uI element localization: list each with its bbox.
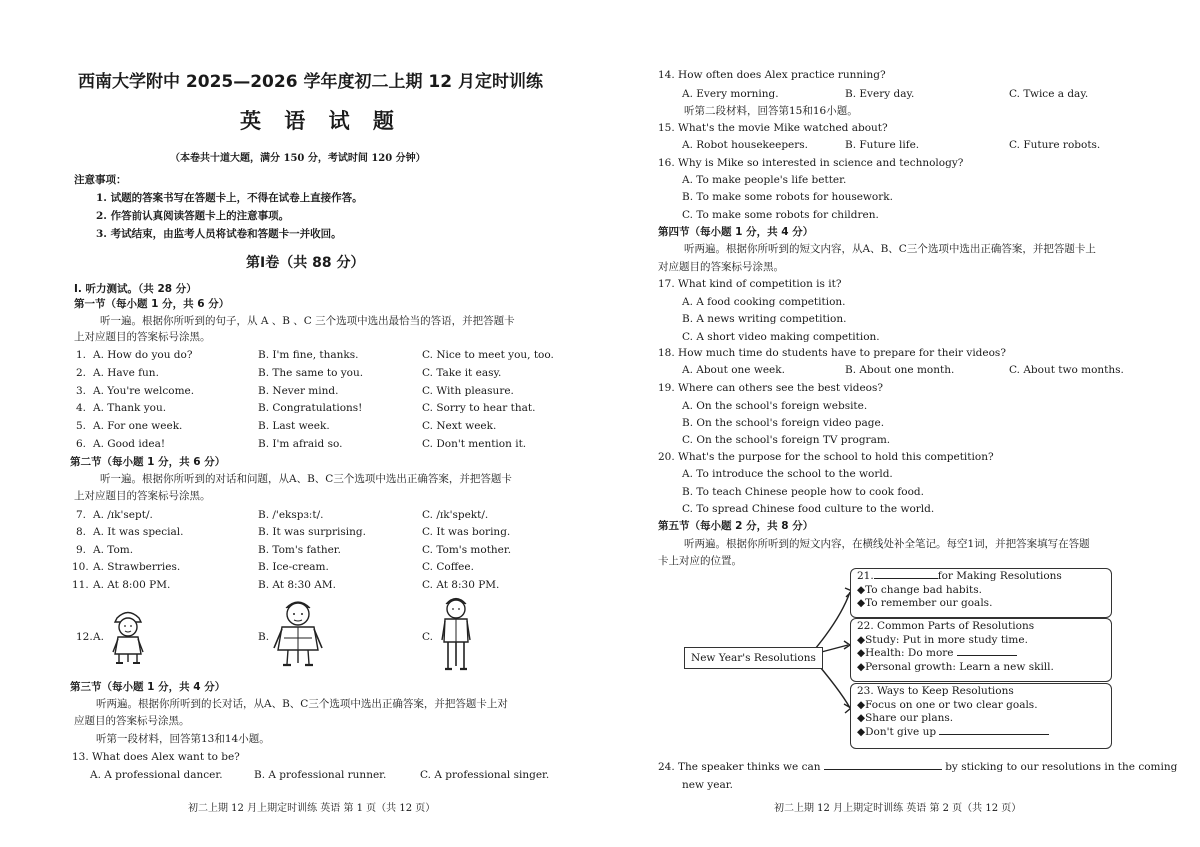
section4-instruction: 听两遍。根据你所听到的短文内容，从A、B、C三个选项中选出正确答案，并把答题卡上 bbox=[684, 243, 1096, 255]
option-a: A. Good idea! bbox=[93, 438, 166, 450]
option-c: C. A professional singer. bbox=[420, 769, 550, 781]
option-b: B. Ice-cream. bbox=[258, 561, 329, 573]
box-22-item-text: ◆Health: Do more bbox=[857, 647, 954, 659]
section2-instruction: 听一遍。根据你所听到的对话和问题，从A、B、C三个选项中选出正确答案，并把答题卡 bbox=[100, 473, 512, 485]
section1-instruction-cont: 上对应题目的答案标号涂黑。 bbox=[74, 331, 211, 343]
option-a: A. A food cooking competition. bbox=[682, 296, 846, 308]
question-24-end: new year. bbox=[682, 779, 733, 791]
section4-instruction-cont: 对应题目的答案标号涂黑。 bbox=[658, 261, 784, 273]
option-a: A. Robot housekeepers. bbox=[682, 139, 809, 151]
question-number: 6. bbox=[76, 438, 87, 450]
option-a: A. How do you do? bbox=[93, 349, 193, 361]
section2-instruction-cont: 上对应题目的答案标号涂黑。 bbox=[74, 490, 211, 502]
option-b: B. On the school's foreign video page. bbox=[682, 417, 885, 429]
box-22-title: 22. Common Parts of Resolutions bbox=[857, 620, 1035, 632]
tall-child-figure bbox=[438, 594, 474, 674]
option-a: A. On the school's foreign website. bbox=[682, 400, 868, 412]
option-b: B. Future life. bbox=[845, 139, 920, 151]
option-b: B. I'm fine, thanks. bbox=[258, 349, 359, 361]
option-a: A. You're welcome. bbox=[93, 385, 195, 397]
option-a: A. To make people's life better. bbox=[682, 174, 847, 186]
question-24-line bbox=[658, 760, 1177, 774]
section3-material-note: 听第一段材料，回答第13和14小题。 bbox=[96, 733, 270, 745]
option-a: A. bbox=[93, 631, 104, 643]
box-21-item: ◆To remember our goals. bbox=[857, 597, 993, 609]
question-18-stem: 18. How much time do students have to prepare for their videos? bbox=[658, 347, 1006, 359]
option-c: C. A short video making competition. bbox=[682, 331, 880, 343]
box-23-title: 23. Ways to Keep Resolutions bbox=[857, 685, 1014, 697]
option-c: C. Don't mention it. bbox=[422, 438, 527, 450]
option-a: A. To introduce the school to the world. bbox=[682, 468, 893, 480]
question-14-stem: 14. How often does Alex practice running? bbox=[658, 69, 886, 81]
section1-title: 第一节（每小题 1 分，共 6 分） bbox=[74, 298, 230, 310]
section3-instruction: 听两遍。根据你所听到的长对话，从A、B、C三个选项中选出正确答案，并把答题卡上对 bbox=[96, 698, 508, 710]
option-b: B. Never mind. bbox=[258, 385, 339, 397]
box-22-item bbox=[857, 647, 1105, 661]
option-b: B. Last week. bbox=[258, 420, 330, 432]
option-a: A. /ɪk'sept/. bbox=[93, 509, 153, 521]
option-a: A. At 8:00 PM. bbox=[93, 579, 171, 591]
box-23-item: ◆Share our plans. bbox=[857, 712, 954, 724]
option-b: B. About one month. bbox=[845, 364, 955, 376]
box-23-item: ◆Focus on one or two clear goals. bbox=[857, 698, 1038, 711]
box-23-item bbox=[857, 726, 1105, 740]
option-a: A. A professional dancer. bbox=[90, 769, 223, 781]
section5-instruction-cont: 卡上对应的位置。 bbox=[658, 555, 742, 567]
option-c: C. Nice to meet you, too. bbox=[422, 349, 554, 361]
option-b: B. A professional runner. bbox=[254, 769, 387, 781]
listening-title: I. 听力测试。（共 28 分） bbox=[74, 283, 197, 295]
box-21-title-rest: for Making Resolutions bbox=[937, 570, 1062, 582]
option-c: C. On the school's foreign TV program. bbox=[682, 434, 891, 446]
option-b: B. To teach Chinese people how to cook food. bbox=[682, 486, 924, 498]
option-c: C. Future robots. bbox=[1009, 139, 1101, 151]
option-c: C. Sorry to hear that. bbox=[422, 402, 536, 414]
mindmap-box-23 bbox=[850, 683, 1112, 749]
question-number: 11. bbox=[72, 579, 89, 591]
option-b: B. bbox=[258, 631, 270, 643]
question-24-stem-cont: by sticking to our resolutions in the coming bbox=[945, 761, 1178, 773]
subject-title: 英 语 试 题 bbox=[240, 109, 402, 133]
notice-1: 1. 试题的答案书写在答题卡上，不得在试卷上直接作答。 bbox=[96, 192, 363, 204]
answer-blank-21[interactable] bbox=[874, 578, 938, 579]
option-c: C. It was boring. bbox=[422, 526, 511, 538]
box-21-number: 21. bbox=[857, 570, 874, 582]
notice-3: 3. 考试结束，由监考人员将试卷和答题卡一并收回。 bbox=[96, 228, 342, 240]
box-23-item-text: ◆Don't give up bbox=[857, 725, 937, 738]
part-title: 第Ⅰ卷（共 88 分） bbox=[246, 255, 365, 271]
option-b: B. To make some robots for housework. bbox=[682, 191, 893, 203]
option-a: A. Tom. bbox=[93, 544, 134, 556]
option-c: C. About two months. bbox=[1009, 364, 1124, 376]
child-with-cap-figure bbox=[108, 604, 148, 666]
option-a: A. For one week. bbox=[93, 420, 183, 432]
question-number: 2. bbox=[76, 367, 87, 379]
question-number: 3. bbox=[76, 385, 87, 397]
section4-title: 第四节（每小题 1 分，共 4 分） bbox=[658, 226, 814, 238]
page-footer: 初二上期 12 月上期定时训练 英语 第 1 页（共 12 页） bbox=[188, 803, 436, 814]
option-c: C. To make some robots for children. bbox=[682, 209, 879, 221]
option-c: C. /ɪk'spekt/. bbox=[422, 509, 489, 521]
option-c: C. bbox=[422, 631, 433, 643]
question-16-stem: 16. Why is Mike so interested in science and technology? bbox=[658, 157, 964, 169]
question-24-stem: 24. The speaker thinks we can bbox=[658, 761, 821, 773]
option-a: A. About one week. bbox=[682, 364, 785, 376]
option-b: B. It was surprising. bbox=[258, 526, 366, 538]
question-15-stem: 15. What's the movie Mike watched about? bbox=[658, 122, 888, 134]
option-c: C. Tom's mother. bbox=[422, 544, 512, 556]
option-b: B. I'm afraid so. bbox=[258, 438, 343, 450]
option-c: C. Coffee. bbox=[422, 561, 474, 573]
mindmap-box-22 bbox=[850, 618, 1112, 682]
question-13-stem: 13. What does Alex want to be? bbox=[72, 751, 240, 763]
option-c: C. Twice a day. bbox=[1009, 88, 1089, 100]
question-number: 5. bbox=[76, 420, 87, 432]
section5-instruction: 听两遍。根据你所听到的短文内容，在横线处补全笔记。每空1词，并把答案填写在答题 bbox=[684, 538, 1090, 550]
question-number: 8. bbox=[76, 526, 87, 538]
option-c: C. With pleasure. bbox=[422, 385, 514, 397]
option-a: A. Every morning. bbox=[682, 88, 779, 100]
page-footer: 初二上期 12 月上期定时训练 英语 第 2 页（共 12 页） bbox=[774, 803, 1022, 814]
page-2 bbox=[600, 0, 1200, 847]
box-21-title bbox=[857, 570, 1105, 584]
option-a: A. Have fun. bbox=[93, 367, 159, 379]
question-number: 12. bbox=[76, 631, 93, 643]
option-b: B. Every day. bbox=[845, 88, 915, 100]
question-19-stem: 19. Where can others see the best videos? bbox=[658, 382, 884, 394]
exam-title: 西南大学附中 2025—2026 学年度初二上期 12 月定时训练 bbox=[78, 72, 543, 92]
option-a: A. It was special. bbox=[93, 526, 184, 538]
question-17-stem: 17. What kind of competition is it? bbox=[658, 278, 842, 290]
question-number: 10. bbox=[72, 561, 89, 573]
question-number: 7. bbox=[76, 509, 87, 521]
exam-subtitle: （本卷共十道大题，满分 150 分，考试时间 120 分钟） bbox=[170, 153, 426, 164]
question-number: 1. bbox=[76, 349, 87, 361]
option-b: B. At 8:30 AM. bbox=[258, 579, 336, 591]
option-c: C. At 8:30 PM. bbox=[422, 579, 500, 591]
mindmap-center-node: New Year's Resolutions bbox=[684, 647, 823, 669]
question-20-stem: 20. What's the purpose for the school to hold this competition? bbox=[658, 451, 994, 463]
answer-blank-24[interactable] bbox=[824, 769, 942, 770]
section1-instruction: 听一遍。根据你所听到的句子，从 A 、B 、C 三个选项中选出最恰当的答语，并把答题卡 bbox=[100, 315, 515, 327]
option-b: B. The same to you. bbox=[258, 367, 364, 379]
option-b: B. Tom's father. bbox=[258, 544, 342, 556]
answer-blank-22[interactable] bbox=[957, 655, 1017, 656]
section2-title: 第二节（每小题 1 分，共 6 分） bbox=[70, 456, 226, 468]
option-a: A. Thank you. bbox=[93, 402, 167, 414]
box-21-item: ◆To change bad habits. bbox=[857, 583, 982, 596]
material-2-note: 听第二段材料，回答第15和16小题。 bbox=[684, 105, 858, 117]
option-b: B. A news writing competition. bbox=[682, 313, 847, 325]
section3-instruction-cont: 应题目的答案标号涂黑。 bbox=[74, 715, 190, 727]
box-22-item: ◆Study: Put in more study time. bbox=[857, 633, 1028, 646]
box-22-item: ◆Personal growth: Learn a new skill. bbox=[857, 660, 1054, 673]
question-number: 9. bbox=[76, 544, 87, 556]
section5-title: 第五节（每小题 2 分，共 8 分） bbox=[658, 520, 814, 532]
section3-title: 第三节（每小题 1 分，共 4 分） bbox=[70, 681, 226, 693]
option-a: A. Strawberries. bbox=[93, 561, 181, 573]
mindmap-box-21 bbox=[850, 568, 1112, 618]
option-b: B. Congratulations! bbox=[258, 402, 363, 414]
notice-header: 注意事项： bbox=[74, 174, 127, 186]
child-in-jacket-figure bbox=[272, 596, 324, 668]
option-c: C. Next week. bbox=[422, 420, 497, 432]
question-number: 4. bbox=[76, 402, 87, 414]
notice-2: 2. 作答前认真阅读答题卡上的注意事项。 bbox=[96, 210, 290, 222]
option-c: C. To spread Chinese food culture to the world. bbox=[682, 503, 935, 515]
option-b: B. /'ekspɜːt/. bbox=[258, 509, 324, 521]
answer-blank-23[interactable] bbox=[939, 734, 1049, 735]
option-c: C. Take it easy. bbox=[422, 367, 502, 379]
